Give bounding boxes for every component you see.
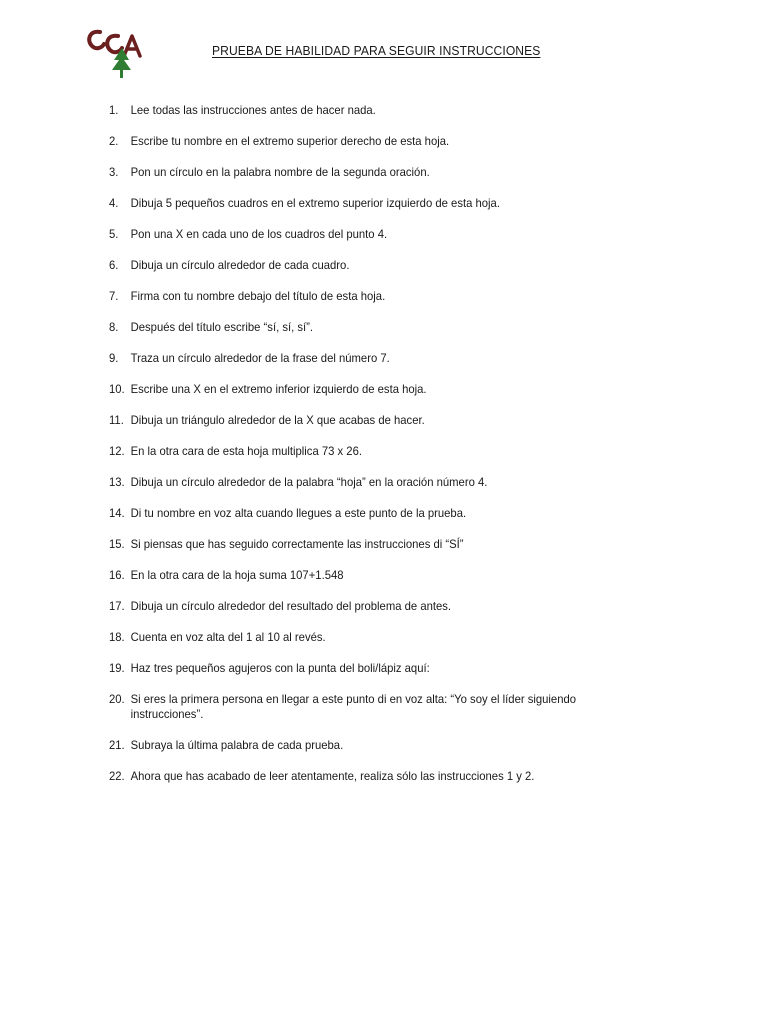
list-item (109, 227, 635, 242)
item-text: Pon un círculo en la palabra nombre de la segunda oración. (130, 165, 430, 179)
item-number: 13. (109, 475, 125, 489)
list-item (109, 599, 635, 614)
list-item (109, 444, 635, 459)
item-text: En la otra cara de esta hoja multiplica 73 x 26. (130, 444, 362, 458)
item-number: 8. (109, 320, 119, 334)
item-text: Después del título escribe “sí, sí, sí”. (130, 320, 314, 334)
list-item (109, 351, 635, 366)
item-text: Escribe una X en el extremo inferior izquierdo de esta hoja. (130, 382, 427, 396)
item-number: 1. (109, 103, 119, 117)
cca-logo-icon (84, 24, 150, 80)
list-item (109, 769, 635, 784)
item-text: Di tu nombre en voz alta cuando llegues a este punto de la prueba. (130, 506, 467, 520)
item-text: Si piensas que has seguido correctamente las instrucciones di “SÍ” (130, 537, 464, 551)
item-text: Dibuja un círculo alrededor de cada cuadro. (130, 258, 350, 272)
item-text: Dibuja un triángulo alrededor de la X que acabas de hacer. (130, 413, 425, 427)
item-number: 17. (109, 599, 125, 613)
item-number: 7. (109, 289, 119, 303)
item-number: 22. (109, 769, 125, 783)
item-number: 3. (109, 165, 119, 179)
instruction-list (109, 103, 669, 800)
item-number: 12. (109, 444, 125, 458)
list-item (109, 134, 635, 149)
item-number: 20. (109, 692, 125, 706)
item-number: 16. (109, 568, 125, 582)
list-item (109, 568, 635, 583)
item-text: Dibuja un círculo alrededor del resultado del problema de antes. (130, 599, 452, 613)
item-text: Cuenta en voz alta del 1 al 10 al revés. (130, 630, 326, 644)
list-item (109, 475, 635, 490)
item-number: 11. (109, 413, 124, 427)
list-item (109, 258, 635, 273)
list-item (109, 506, 635, 521)
item-text: Escribe tu nombre en el extremo superior derecho de esta hoja. (130, 134, 450, 148)
item-text: Si eres la primera persona en llegar a este punto di en voz alta: “Yo soy el líder siguiendo instrucciones”. (130, 692, 577, 721)
item-text: Dibuja 5 pequeños cuadros en el extremo superior izquierdo de esta hoja. (130, 196, 500, 210)
item-number: 19. (109, 661, 125, 675)
page-title: PRUEBA DE HABILIDAD PARA SEGUIR INSTRUCCIONES (212, 43, 541, 58)
item-number: 15. (109, 537, 125, 551)
list-item (109, 738, 635, 753)
logo (84, 24, 150, 80)
list-item (109, 289, 635, 304)
item-number: 4. (109, 196, 119, 210)
list-item (109, 196, 635, 211)
item-number: 2. (109, 134, 119, 148)
list-item (109, 382, 635, 397)
list-item (109, 320, 635, 335)
item-number: 18. (109, 630, 125, 644)
list-item (109, 165, 635, 180)
item-text: Pon una X en cada uno de los cuadros del punto 4. (130, 227, 388, 241)
item-text: Dibuja un círculo alrededor de la palabra “hoja” en la oración número 4. (130, 475, 488, 489)
item-number: 5. (109, 227, 119, 241)
list-item (109, 103, 635, 118)
item-number: 6. (109, 258, 119, 272)
list-item (109, 537, 635, 552)
list-item (109, 692, 619, 722)
item-text: Subraya la última palabra de cada prueba. (130, 738, 344, 752)
list-item (109, 413, 635, 428)
item-text: Traza un círculo alrededor de la frase del número 7. (130, 351, 390, 365)
item-text: En la otra cara de la hoja suma 107+1.548 (130, 568, 344, 582)
item-text: Haz tres pequeños agujeros con la punta del boli/lápiz aquí: (130, 661, 430, 675)
list-item (109, 630, 635, 645)
item-number: 10. (109, 382, 125, 396)
list-item (109, 661, 635, 676)
item-text: Firma con tu nombre debajo del título de esta hoja. (130, 289, 386, 303)
item-number: 14. (109, 506, 125, 520)
item-number: 21. (109, 738, 125, 752)
item-text: Lee todas las instrucciones antes de hacer nada. (130, 103, 376, 117)
item-number: 9. (109, 351, 119, 365)
item-text: Ahora que has acabado de leer atentamente, realiza sólo las instrucciones 1 y 2. (130, 769, 535, 783)
